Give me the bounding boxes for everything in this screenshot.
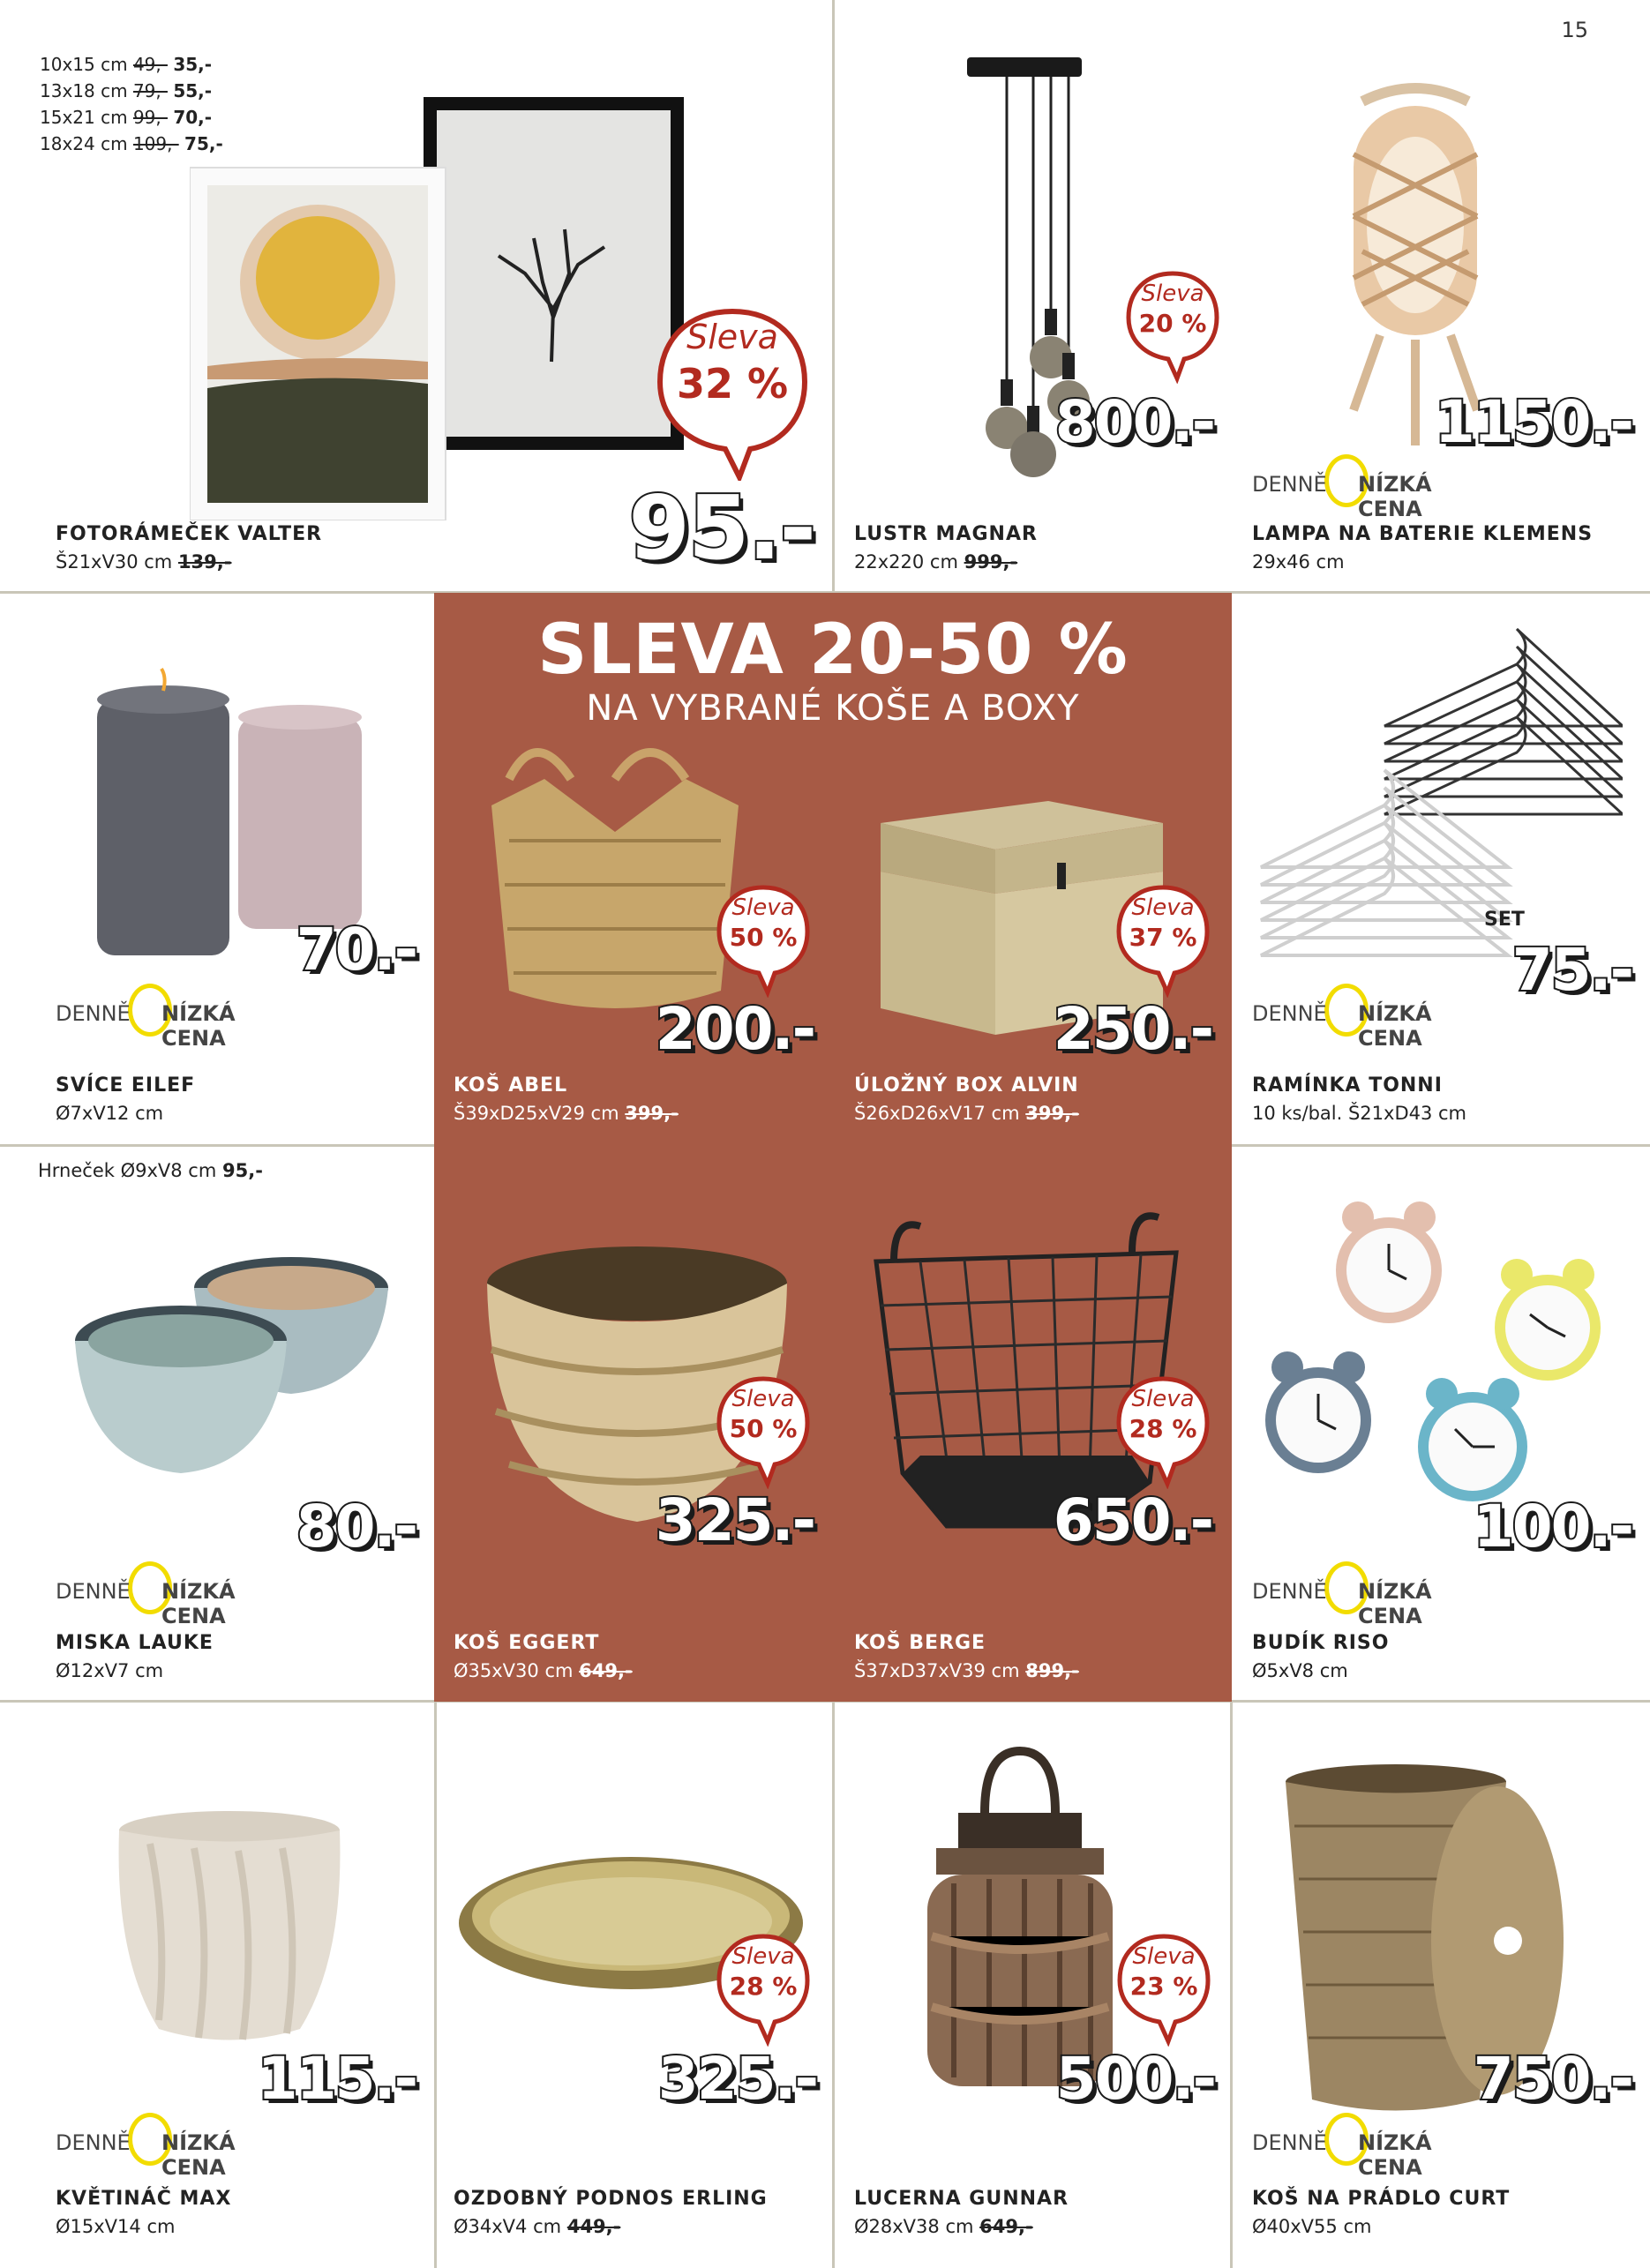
price: 325.- xyxy=(657,2045,817,2113)
product-title: OZDOBNÝ PODNOS ERLING xyxy=(454,2188,768,2210)
price: 750.- xyxy=(1473,2045,1632,2113)
price: 650.- xyxy=(1053,1486,1212,1554)
size-row: 18x24 cm 109,- 75,- xyxy=(40,133,223,154)
price: 250.- xyxy=(1053,995,1212,1063)
daily-low-price-logo: DENNĚ NÍZKÁ CENA xyxy=(1252,984,1481,1037)
product-card-lauke[interactable] xyxy=(0,1147,434,1700)
product-card-gunnar[interactable]: Sleva 23 % 500.- LUCERNA GUNNAR Ø28xV38 cm 649,- xyxy=(835,1703,1230,2268)
price: 95.- xyxy=(628,476,814,580)
price: 75.- xyxy=(1511,936,1632,1004)
alarm-clocks-image xyxy=(1252,1182,1623,1535)
product-dims: Ø34xV4 cm 449,- xyxy=(454,2216,621,2237)
product-card-valter[interactable]: 10x15 cm 49,- 35,- 13x18 cm 79,- 55,- 15x21 cm 99,- 70,- 18x24 cm 109,- 75,- Sleva 32 % 95.- FOTORÁMEČEK VALTER Š21xV30 cm 139,- xyxy=(0,0,832,591)
price: 70.- xyxy=(296,916,416,984)
price: 1150.- xyxy=(1434,388,1632,456)
daily-low-price-logo: DENNĚ NÍZKÁ CENA xyxy=(1252,1561,1481,1614)
product-title: FOTORÁMEČEK VALTER xyxy=(56,523,323,545)
product-dims: Ø28xV38 cm 649,- xyxy=(854,2216,1033,2237)
size-row: 10x15 cm 49,- 35,- xyxy=(40,54,213,75)
daily-low-price-logo: DENNĚ NÍZKÁ CENA xyxy=(1252,454,1481,507)
price: 200.- xyxy=(655,995,814,1063)
woven-basket-image xyxy=(483,726,747,1026)
product-title: KVĚTINÁČ MAX xyxy=(56,2188,232,2210)
product-dims: Š21xV30 cm 139,- xyxy=(56,551,232,573)
product-dims: Ø15xV14 cm xyxy=(56,2216,176,2237)
product-card-alvin[interactable]: Sleva 37 % 250.- ÚLOŽNÝ BOX ALVIN Š26xD26xV17 cm 399,- xyxy=(832,594,1232,1144)
product-title: LAMPA NA BATERIE KLEMENS xyxy=(1252,523,1594,545)
product-card-magnar[interactable]: Sleva 20 % 800.- LUSTR MAGNAR 22x220 cm 999,- xyxy=(835,0,1232,591)
product-dims: Ø35xV30 cm 649,- xyxy=(454,1660,633,1681)
product-card-abel[interactable]: Sleva 50 % 200.- KOŠ ABEL Š39xD25xV29 cm 399,- xyxy=(434,594,832,1144)
product-card-berge[interactable]: Sleva 28 % 650.- KOŠ BERGE Š37xD37xV39 cm 899,- xyxy=(832,1147,1232,1700)
product-title: LUCERNA GUNNAR xyxy=(854,2188,1069,2210)
price: 80.- xyxy=(296,1493,416,1561)
product-card-curt[interactable] xyxy=(1233,1703,1650,2268)
flowerpot-image xyxy=(115,1808,344,2047)
product-dims: Ø7xV12 cm xyxy=(56,1103,164,1124)
product-title: KOŠ ABEL xyxy=(454,1074,568,1097)
banner-subtitle: NA VYBRANÉ KOŠE A BOXY xyxy=(586,688,1080,729)
product-card-klemens[interactable] xyxy=(1234,0,1650,591)
product-title: BUDÍK RISO xyxy=(1252,1632,1390,1654)
product-title: KOŠ NA PRÁDLO CURT xyxy=(1252,2188,1511,2210)
product-title: SVÍCE EILEF xyxy=(56,1074,196,1097)
mug-note: Hrneček Ø9xV8 cm 95,- xyxy=(38,1160,263,1181)
product-card-eilef[interactable] xyxy=(0,594,434,1144)
product-dims: 22x220 cm 999,- xyxy=(854,551,1018,573)
photo-frames-image xyxy=(190,97,684,520)
daily-low-price-logo: DENNĚ NÍZKÁ CENA xyxy=(56,2113,285,2166)
product-dims: Š26xD26xV17 cm 399,- xyxy=(854,1103,1079,1124)
product-dims: Š37xD37xV39 cm 899,- xyxy=(854,1660,1079,1681)
daily-low-price-logo: DENNĚ NÍZKÁ CENA xyxy=(56,984,285,1037)
product-dims: Š39xD25xV29 cm 399,- xyxy=(454,1103,679,1124)
price: 100.- xyxy=(1473,1493,1632,1561)
price: 800.- xyxy=(1054,388,1214,456)
product-card-tonni[interactable] xyxy=(1234,594,1650,1144)
product-dims: Ø12xV7 cm xyxy=(56,1660,164,1681)
set-label: SET xyxy=(1484,909,1525,931)
size-row: 15x21 cm 99,- 70,- xyxy=(40,107,213,128)
product-card-riso[interactable] xyxy=(1234,1147,1650,1700)
product-title: MISKA LAUKE xyxy=(56,1632,214,1654)
product-dims: 10 ks/bal. Š21xD43 cm xyxy=(1252,1103,1467,1124)
price: 115.- xyxy=(257,2045,416,2113)
page-number: 15 xyxy=(1561,18,1588,42)
product-dims: 29x46 cm xyxy=(1252,551,1345,573)
product-dims: Ø40xV55 cm xyxy=(1252,2216,1372,2237)
product-title: ÚLOŽNÝ BOX ALVIN xyxy=(854,1074,1079,1097)
product-card-max[interactable] xyxy=(0,1703,434,2268)
product-dims: Ø5xV8 cm xyxy=(1252,1660,1348,1681)
daily-low-price-logo: DENNĚ NÍZKÁ CENA xyxy=(1252,2113,1481,2166)
size-row: 13x18 cm 79,- 55,- xyxy=(40,80,213,101)
price: 325.- xyxy=(655,1486,814,1554)
product-card-erling[interactable]: Sleva 28 % 325.- OZDOBNÝ PODNOS ERLING Ø34xV4 cm 449,- xyxy=(437,1703,832,2268)
product-card-eggert[interactable]: Sleva 50 % 325.- KOŠ EGGERT Ø35xV30 cm 649,- xyxy=(434,1147,832,1700)
daily-low-price-logo: DENNĚ NÍZKÁ CENA xyxy=(56,1561,285,1614)
product-title: RAMÍNKA TONNI xyxy=(1252,1074,1443,1097)
product-title: KOŠ EGGERT xyxy=(454,1632,600,1654)
price: 500.- xyxy=(1055,2045,1215,2113)
bowls-image xyxy=(71,1253,397,1482)
banner-title: SLEVA 20-50 % xyxy=(537,610,1129,690)
product-title: LUSTR MAGNAR xyxy=(854,523,1038,545)
product-title: KOŠ BERGE xyxy=(854,1632,986,1654)
